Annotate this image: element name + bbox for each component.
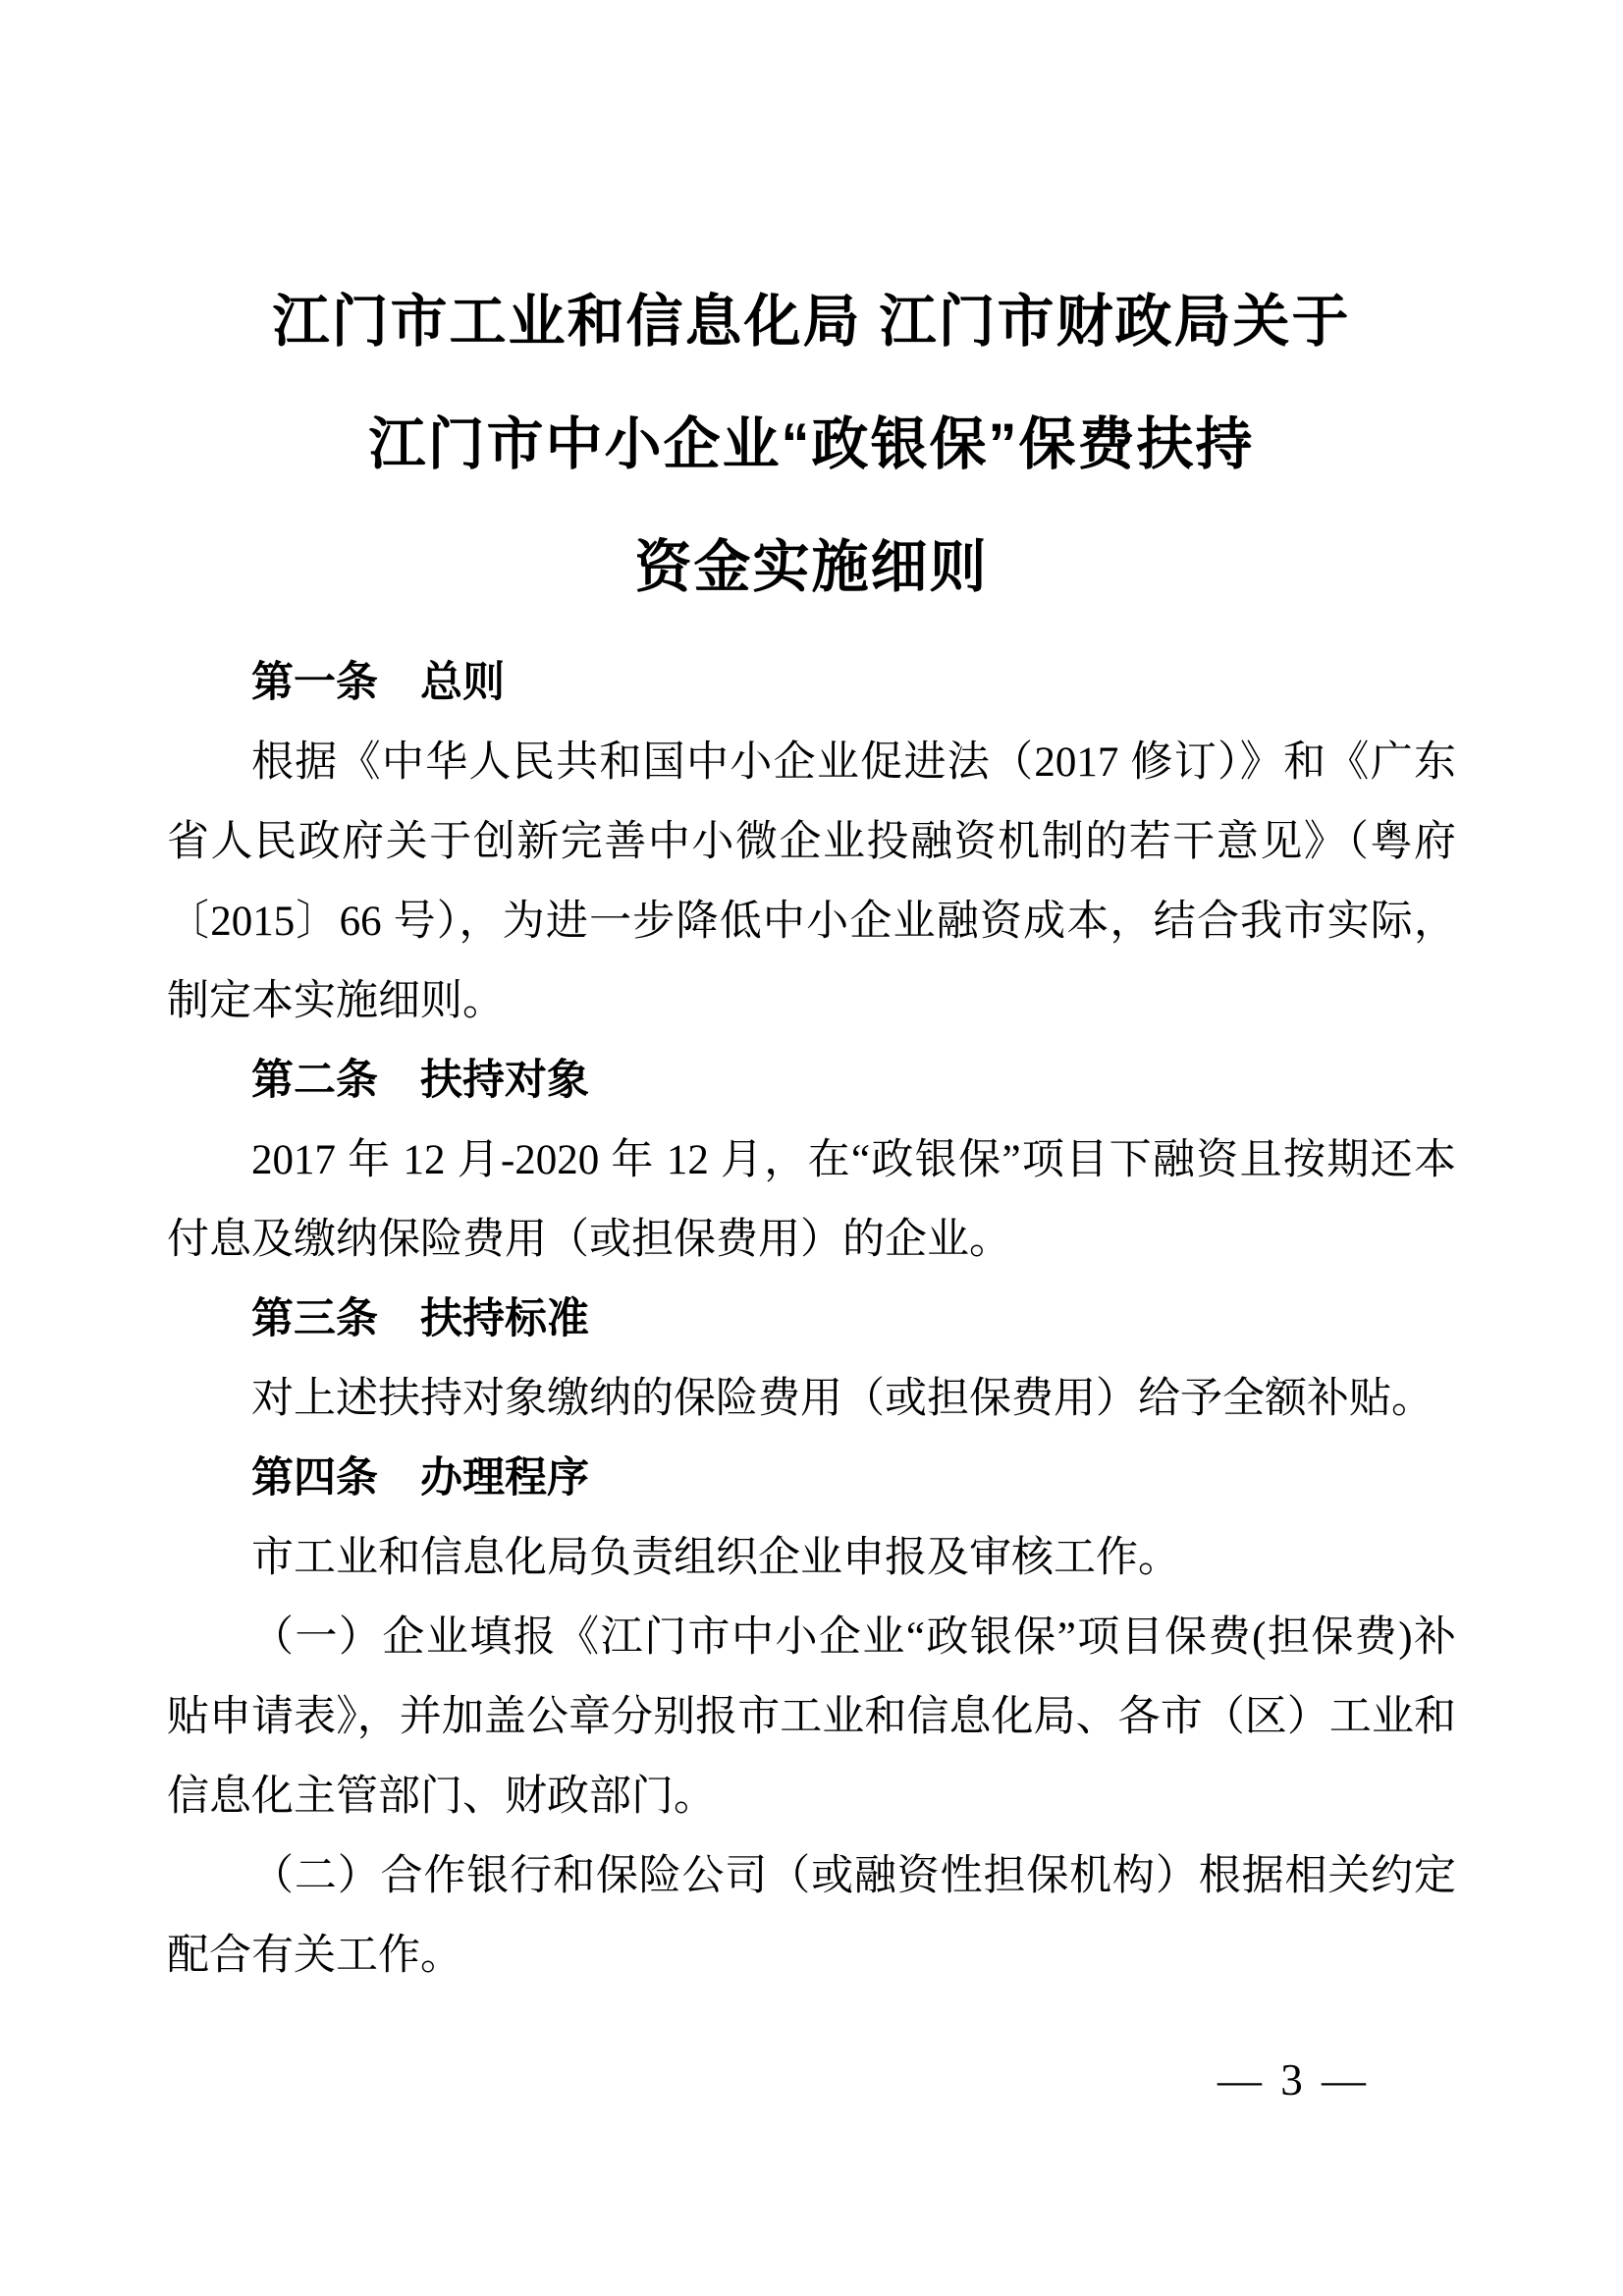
paragraph: 2017 年 12 月-2020 年 12 月，在“政银保”项目下融资且按期还本付息及缴纳保险费用（或担保费用）的企业。 [167,1137,1456,1263]
paragraph: 根据《中华人民共和国中小企业促进法（2017 修订）》和《广东省人民政府关于创新完善中小微企业投融资机制的若干意见》（粤府〔2015〕66 号），为进一步降低中小企业融资成本，结合我市实际，制定本实施细则。 [167,739,1456,1024]
section-heading-article-4: 第四条 办理程序 [251,1454,589,1502]
title-line-1: 江门市工业和信息化局 江门市财政局关于 [272,290,1351,354]
section-heading-article-2: 第二条 扶持对象 [251,1057,589,1104]
document-title [88,260,1535,629]
page-number: — 3 — [1217,2055,1370,2105]
section-heading-article-3: 第三条 扶持标准 [251,1295,589,1342]
paragraph: （二）合作银行和保险公司（或融资性担保机构）根据相关约定配合有关工作。 [167,1853,1456,1979]
section-heading-article-1: 第一条 总则 [251,659,505,706]
paragraph: 市工业和信息化局负责组织企业申报及审核工作。 [251,1535,1180,1581]
title-line-3: 资金实施细则 [634,535,989,599]
paragraph: 对上述扶持对象缴纳的保险费用（或担保费用）给予全额补贴。 [251,1376,1434,1422]
paragraph: （一）企业填报《江门市中小企业“政银保”项目保费(担保费)补贴申请表》，并加盖公章分别报市工业和信息化局、各市（区）工业和信息化主管部门、财政部门。 [167,1614,1456,1820]
title-line-2: 江门市中小企业“政银保”保费扶持 [368,412,1255,476]
document-body [167,643,1456,1995]
